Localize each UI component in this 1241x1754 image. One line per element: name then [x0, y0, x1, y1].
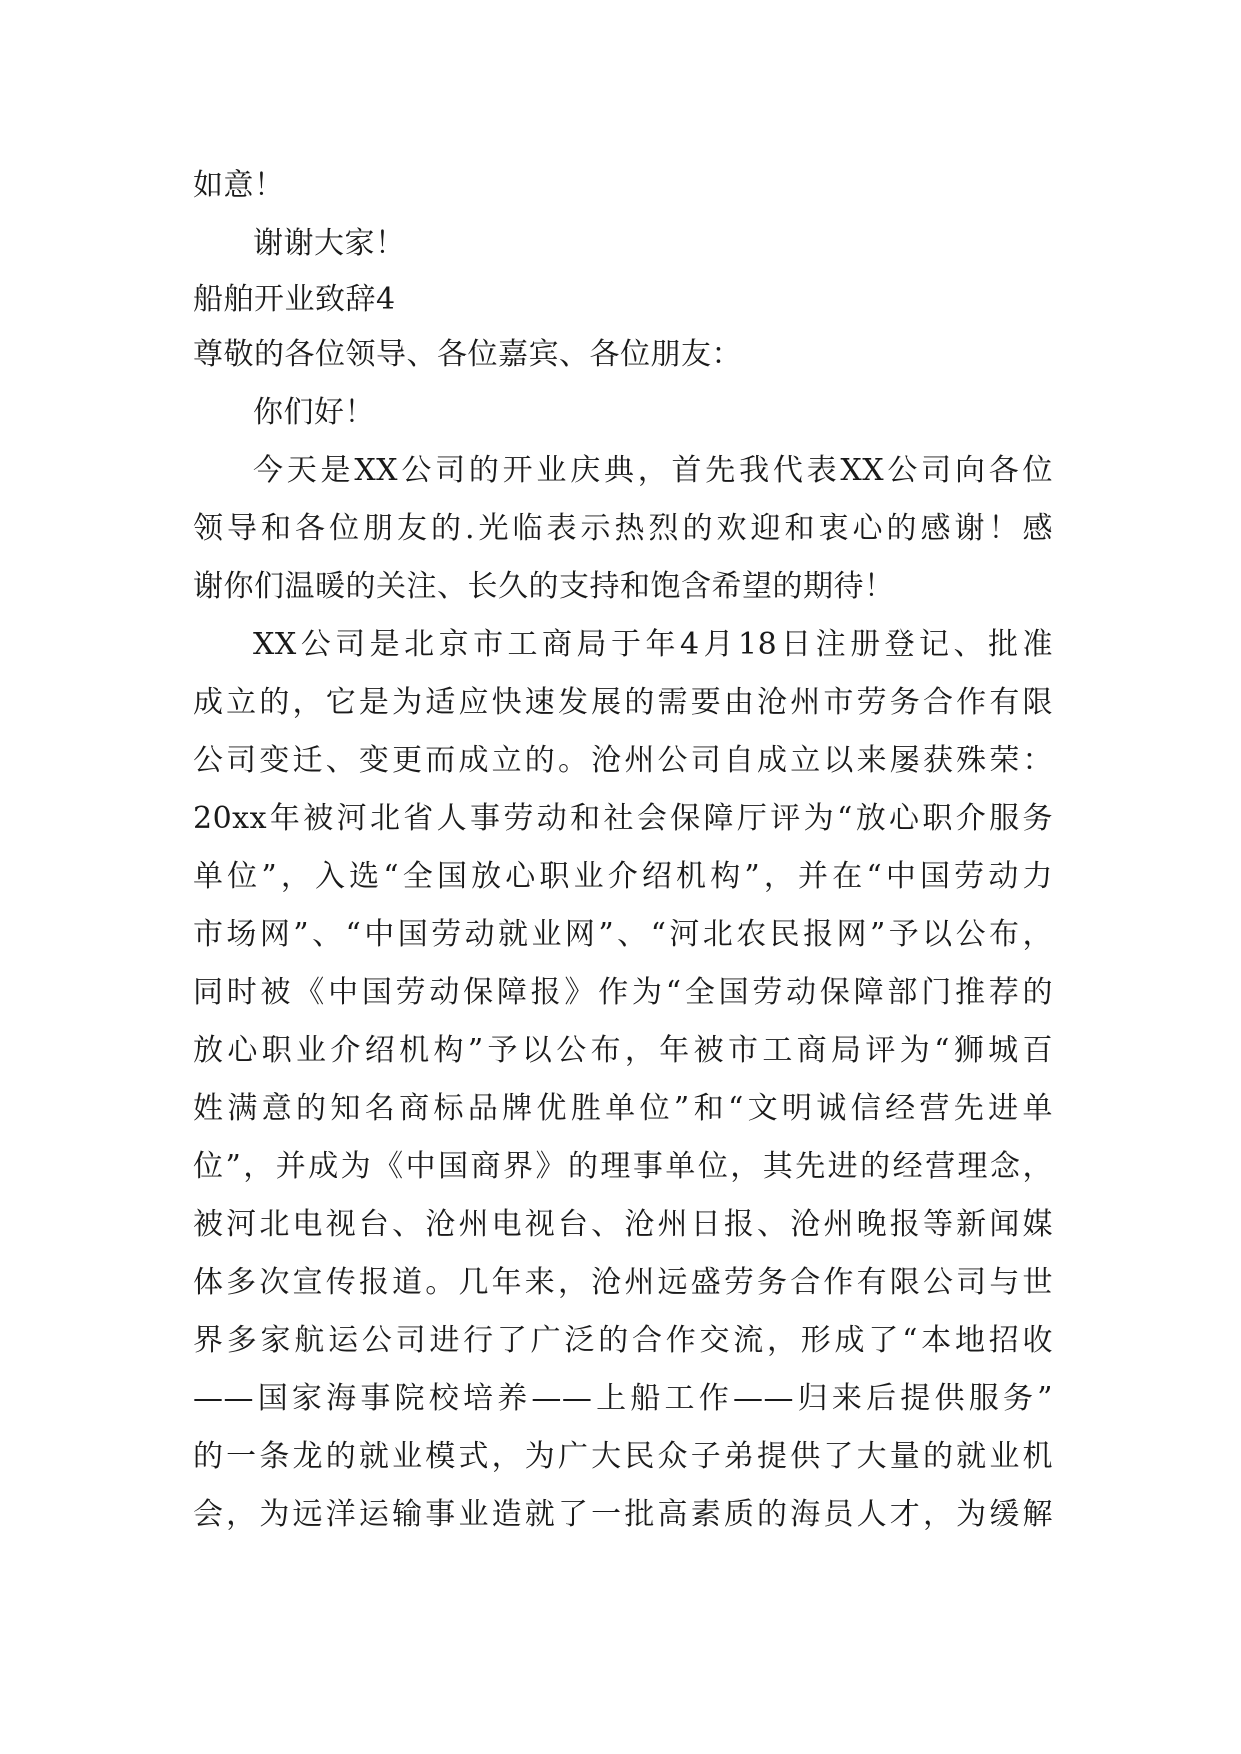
text-line: 单位”，入选“全国放心职业介绍机构”，并在“中国劳动力	[193, 859, 1053, 894]
text-line: 会，为远洋运输事业造就了一批高素质的海员人才，为缓解	[193, 1497, 1053, 1532]
text-line: 谢谢大家！	[253, 226, 406, 261]
text-line: 界多家航运公司进行了广泛的合作交流，形成了“本地招收	[193, 1323, 1053, 1358]
text-line: 成立的，它是为适应快速发展的需要由沧州市劳务合作有限	[193, 685, 1053, 720]
text-line: 放心职业介绍机构”予以公布，年被市工商局评为“狮城百	[193, 1033, 1053, 1068]
text-line: 谢你们温暖的关注、长久的支持和饱含希望的期待！	[193, 569, 895, 604]
text-line: 如意！	[193, 168, 285, 203]
text-line: 领导和各位朋友的.光临表示热烈的欢迎和衷心的感谢！感	[193, 511, 1053, 546]
text-line: 体多次宣传报道。几年来，沧州远盛劳务合作有限公司与世	[193, 1265, 1053, 1300]
text-line: 的一条龙的就业模式，为广大民众子弟提供了大量的就业机	[193, 1439, 1053, 1474]
text-line: 姓满意的知名商标品牌优胜单位”和“文明诚信经营先进单	[193, 1091, 1053, 1126]
text-line: 20xx年被河北省人事劳动和社会保障厅评为“放心职介服务	[193, 801, 1053, 836]
text-line: 同时被《中国劳动保障报》作为“全国劳动保障部门推荐的	[193, 975, 1053, 1010]
section-heading: 船舶开业致辞4	[193, 282, 396, 317]
text-line: 位”，并成为《中国商界》的理事单位，其先进的经营理念，	[193, 1149, 1053, 1184]
text-line: 今天是XX公司的开业庆典，首先我代表XX公司向各位	[253, 453, 1053, 488]
salutation: 尊敬的各位领导、各位嘉宾、各位朋友：	[193, 337, 742, 372]
text-line: XX公司是北京市工商局于年4月18日注册登记、批准	[253, 627, 1053, 662]
text-line: ——国家海事院校培养——上船工作——归来后提供服务”	[193, 1381, 1053, 1416]
text-line: 公司变迁、变更而成立的。沧州公司自成立以来屡获殊荣：	[193, 743, 1053, 778]
text-line: 市场网”、“中国劳动就业网”、“河北农民报网”予以公布，	[193, 917, 1053, 952]
document-body	[193, 157, 1053, 1544]
text-line: 被河北电视台、沧州电视台、沧州日报、沧州晚报等新闻媒	[193, 1207, 1053, 1242]
text-line: 你们好！	[253, 395, 375, 430]
